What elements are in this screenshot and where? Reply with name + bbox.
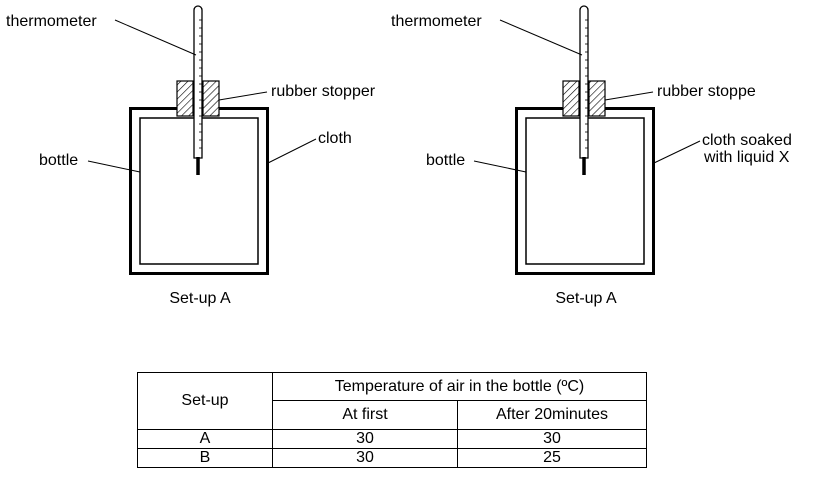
cell-at-first bbox=[273, 449, 458, 468]
cell-setup-text: A bbox=[199, 430, 211, 447]
table-row bbox=[138, 430, 647, 449]
results-table bbox=[137, 372, 647, 468]
cell-after bbox=[458, 449, 647, 468]
cell-setup bbox=[138, 449, 273, 468]
bottle-leader bbox=[88, 161, 140, 172]
cell-at-first bbox=[273, 430, 458, 449]
cloth-label: cloth bbox=[318, 130, 352, 147]
setup-a bbox=[6, 6, 376, 307]
setup-caption: Set-up A bbox=[169, 290, 231, 307]
bottle-label: bottle bbox=[426, 152, 466, 169]
cell-after-text: 25 bbox=[543, 449, 561, 466]
thermometer bbox=[194, 6, 202, 158]
cloth-label-line2: with liquid X bbox=[704, 149, 790, 166]
setup-b bbox=[391, 6, 792, 307]
cell-after bbox=[458, 430, 647, 449]
stopper-leader bbox=[219, 92, 267, 100]
rubber-stopper-left bbox=[563, 81, 579, 116]
rubber-stopper-label: rubber stopper bbox=[271, 83, 376, 100]
thermometer-leader bbox=[115, 20, 196, 55]
cell-at-first-text: 30 bbox=[356, 430, 374, 447]
table-row bbox=[138, 449, 647, 468]
cell-setup-text: B bbox=[199, 449, 211, 466]
header-temperature-text: Temperature of air in the bottle (ºC) bbox=[334, 377, 585, 395]
cell-setup bbox=[138, 430, 273, 449]
table-header-row bbox=[138, 373, 647, 401]
header-at-first-text: At first bbox=[342, 406, 388, 423]
cell-after-text: 30 bbox=[543, 430, 561, 447]
stopper-leader bbox=[605, 92, 653, 100]
header-at-first bbox=[273, 401, 458, 430]
thermometer-label: thermometer bbox=[6, 13, 97, 30]
bottle-leader bbox=[474, 161, 526, 172]
rubber-stopper-right bbox=[589, 81, 605, 116]
header-after-20min bbox=[458, 401, 647, 430]
cloth-leader bbox=[654, 141, 700, 163]
thermometer-label: thermometer bbox=[391, 13, 482, 30]
setup-caption: Set-up A bbox=[555, 290, 617, 307]
header-temperature bbox=[273, 373, 647, 401]
thermometer bbox=[580, 6, 588, 158]
header-after-20min-text: After 20minutes bbox=[495, 406, 609, 423]
thermometer-leader bbox=[500, 20, 582, 55]
cell-at-first-text: 30 bbox=[356, 449, 374, 466]
header-setup bbox=[138, 373, 273, 430]
bottle-label: bottle bbox=[39, 152, 79, 169]
header-setup-text: Set-up bbox=[181, 392, 229, 409]
rubber-stopper-left bbox=[177, 81, 193, 116]
cloth-leader bbox=[268, 139, 316, 163]
cloth-label-line1: cloth soaked bbox=[702, 132, 792, 149]
rubber-stopper-label: rubber stoppe bbox=[657, 83, 756, 100]
rubber-stopper-right bbox=[203, 81, 219, 116]
